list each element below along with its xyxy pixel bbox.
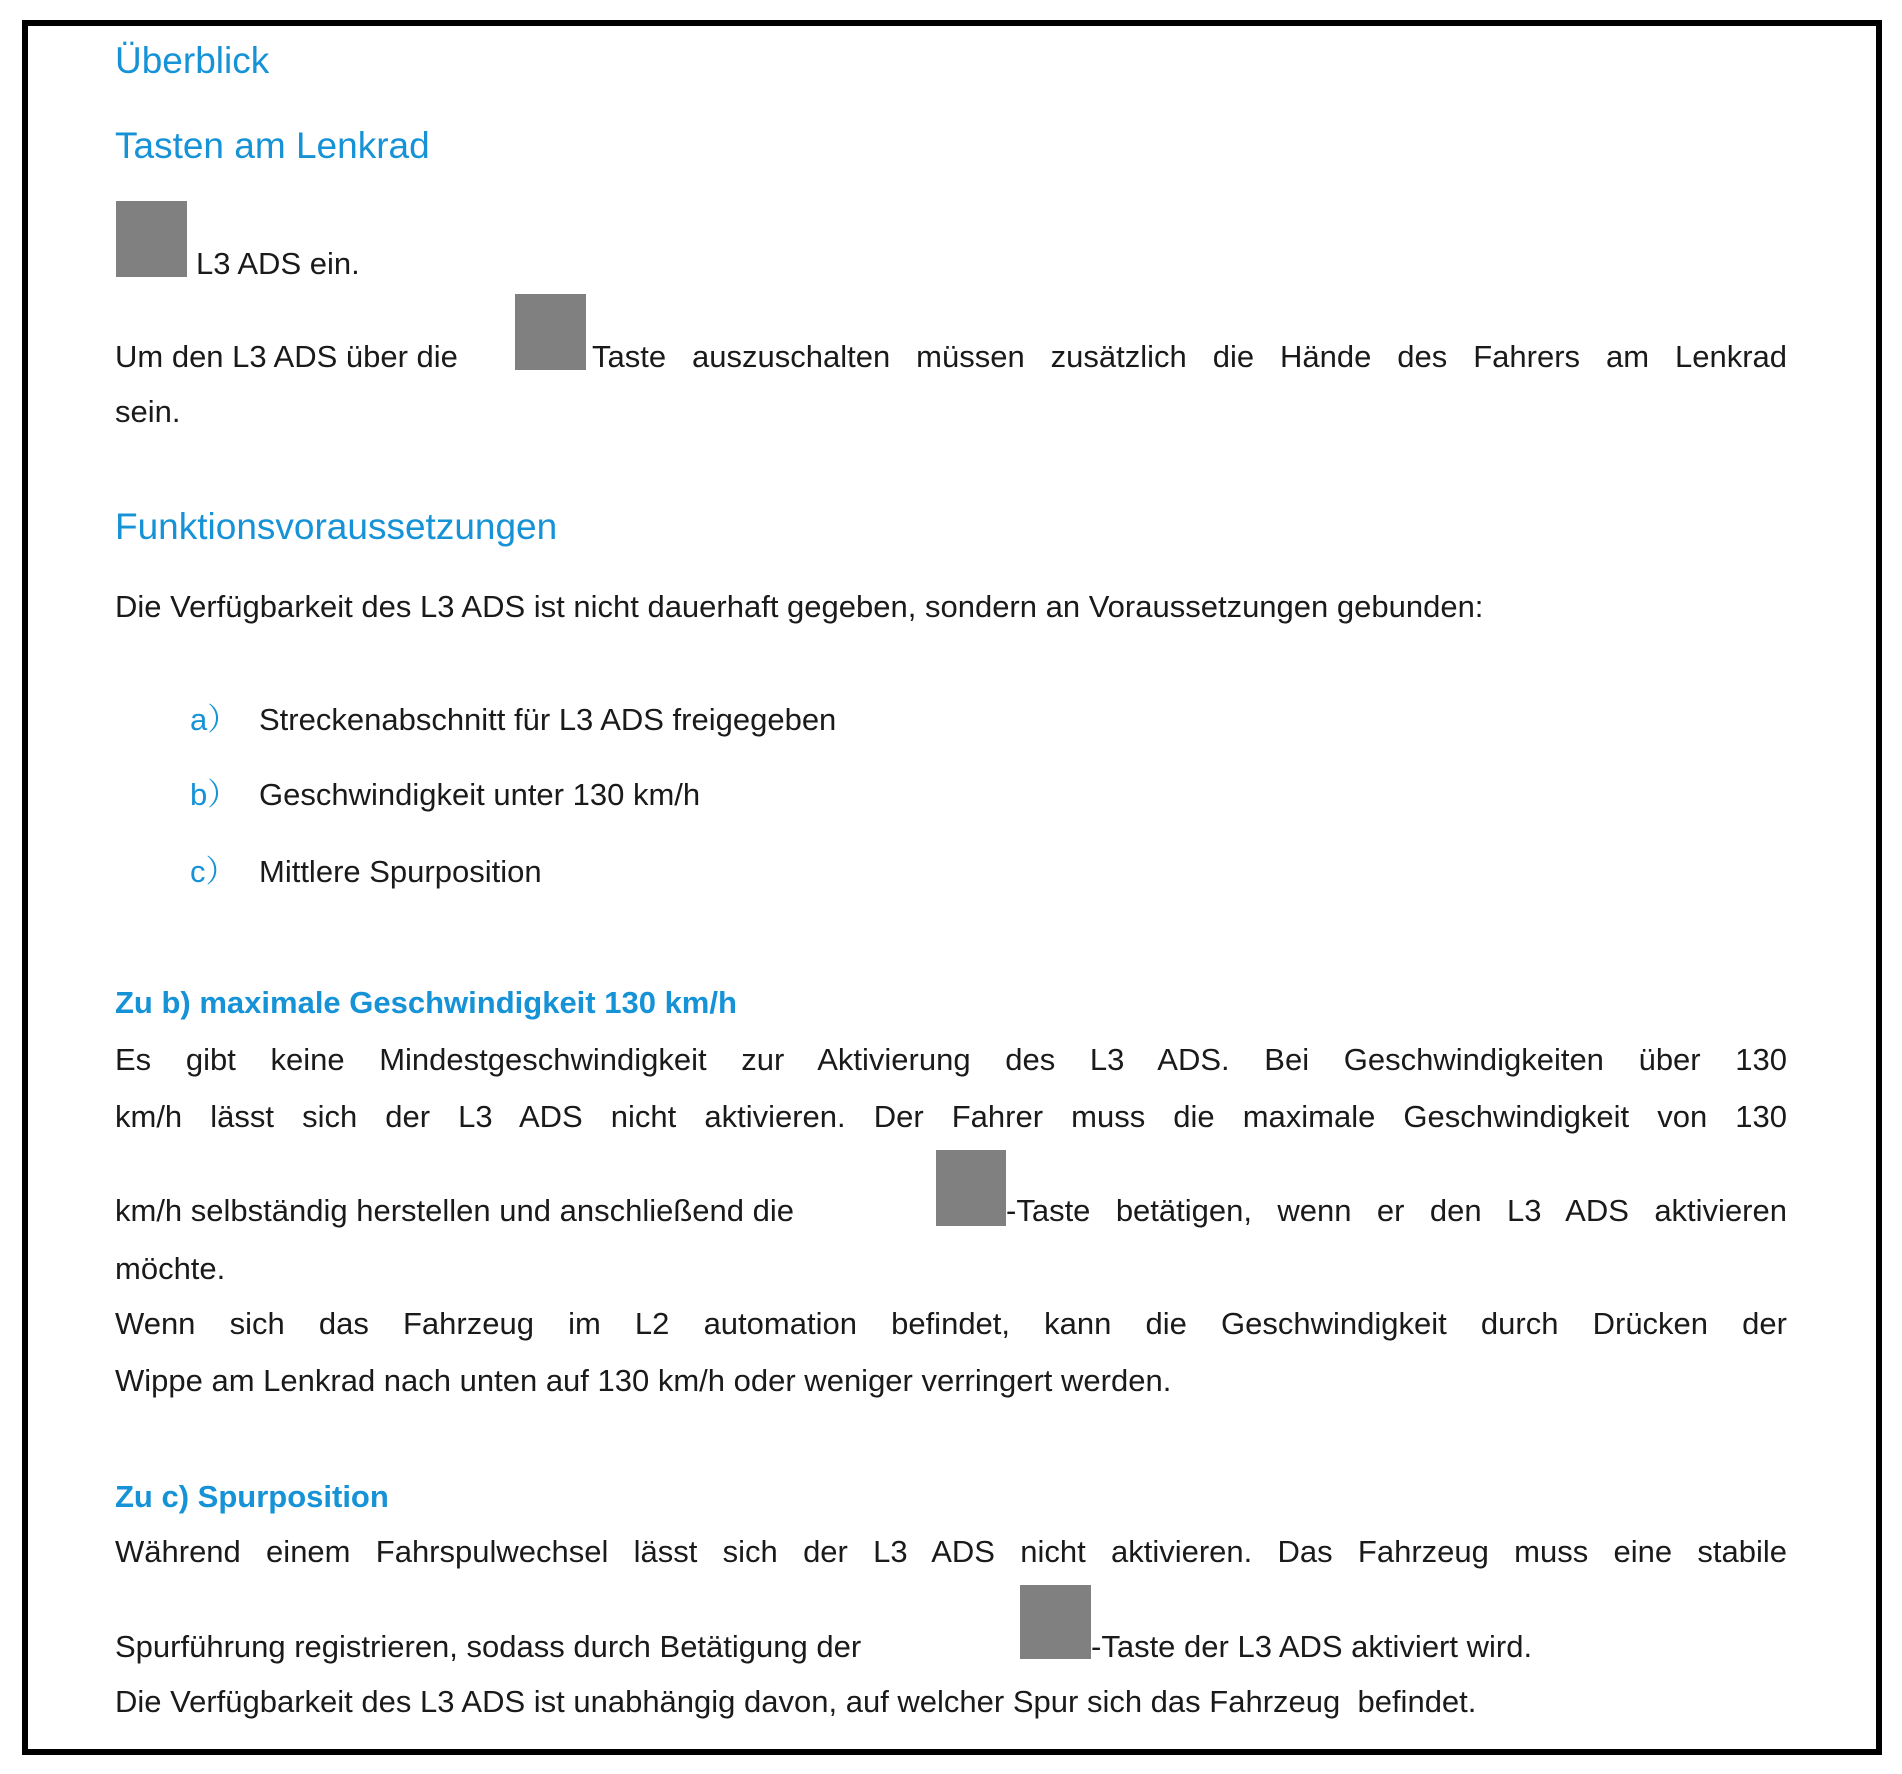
list-item: Streckenabschnitt für L3 ADS freigegeben xyxy=(259,702,837,737)
text-line: Wippe am Lenkrad nach unten auf 130 km/h oder weniger verringert werden. xyxy=(115,1363,1172,1398)
text-line: Während einem Fahrspulwechsel lässt sich der L3 ADS nicht aktivieren. Das Fahrzeug muss eine stabile xyxy=(115,1534,1787,1569)
text-line: Die Verfügbarkeit des L3 ADS ist nicht dauerhaft gegeben, sondern an Voraussetzungen gebunden: xyxy=(115,589,1484,624)
text-line: Wenn sich das Fahrzeug im L2 automation befindet, kann die Geschwindigkeit durch Drücken der xyxy=(115,1306,1787,1341)
heading-buttons: Tasten am Lenkrad xyxy=(115,125,430,166)
text-line: -Taste der L3 ADS aktiviert wird. xyxy=(1091,1629,1533,1664)
list-item: Mittlere Spurposition xyxy=(259,854,542,889)
button-placeholder-icon xyxy=(936,1150,1006,1226)
button-placeholder-icon xyxy=(515,294,586,370)
list-item: Geschwindigkeit unter 130 km/h xyxy=(259,777,701,812)
text-line: sein. xyxy=(115,394,181,429)
heading-overview: Überblick xyxy=(115,40,270,81)
list-label: a） xyxy=(190,702,239,737)
heading-lane: Zu c) Spurposition xyxy=(115,1479,389,1514)
button-placeholder-icon xyxy=(1020,1585,1091,1659)
list-label: c） xyxy=(190,854,237,889)
text-line: km/h lässt sich der L3 ADS nicht aktivieren. Der Fahrer muss die maximale Geschwindigkeit von 130 xyxy=(115,1099,1787,1134)
text-line: Spurführung registrieren, sodass durch Betätigung der xyxy=(115,1629,862,1664)
list-label: b） xyxy=(190,777,239,812)
text-line: Die Verfügbarkeit des L3 ADS ist unabhängig davon, auf welcher Spur sich das Fahrzeug befindet. xyxy=(115,1684,1477,1719)
text-line: L3 ADS ein. xyxy=(196,246,360,281)
text-line: möchte. xyxy=(115,1251,226,1286)
text-line: Um den L3 ADS über die xyxy=(115,339,458,374)
button-placeholder-icon xyxy=(116,201,187,277)
heading-speed: Zu b) maximale Geschwindigkeit 130 km/h xyxy=(115,985,737,1020)
text-line: -Taste betätigen, wenn er den L3 ADS aktivieren xyxy=(1006,1193,1787,1228)
heading-prerequisites: Funktionsvoraussetzungen xyxy=(115,506,558,547)
text-line: Es gibt keine Mindestgeschwindigkeit zur Aktivierung des L3 ADS. Bei Geschwindigkeiten über 130 xyxy=(115,1042,1787,1077)
text-line: km/h selbständig herstellen und anschließend die xyxy=(115,1193,794,1228)
text-line: Taste auszuschalten müssen zusätzlich die Hände des Fahrers am Lenkrad xyxy=(592,339,1787,374)
